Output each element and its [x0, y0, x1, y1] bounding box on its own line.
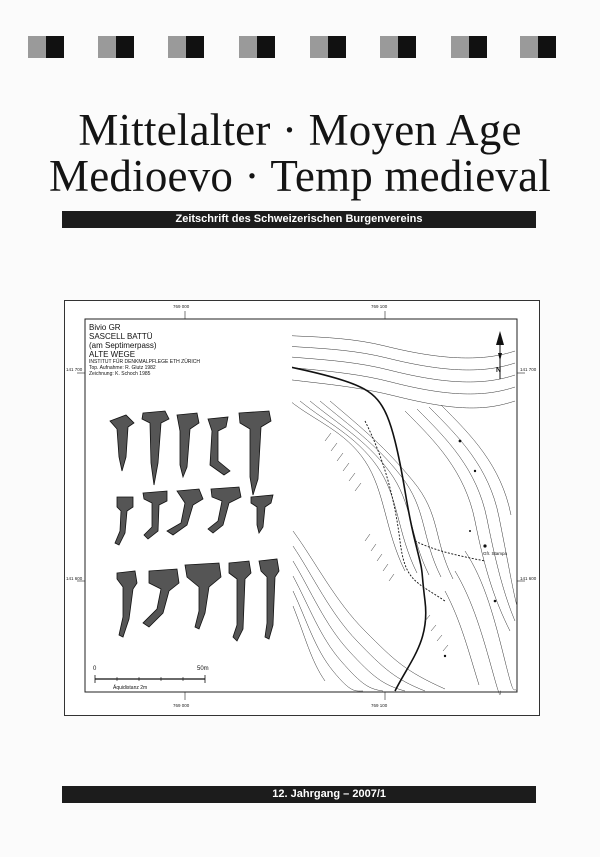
- coord-bottom-right: 769 100: [371, 703, 388, 708]
- coord-right-top: 141 700: [520, 367, 537, 372]
- journal-title-line1: Mittelalter · Moyen Age: [78, 105, 522, 155]
- north-label: N: [496, 367, 502, 374]
- color-registration-bar: [28, 36, 556, 58]
- cover-figure: [64, 300, 540, 716]
- map-place-label: Gfr. Stampa: [483, 551, 508, 556]
- coord-left-top: 141 700: [66, 367, 83, 372]
- scale-note: Äquidistanz 2m: [113, 685, 148, 691]
- map-title: ALTE WEGE: [89, 350, 136, 359]
- terrain-hatching: [325, 433, 448, 651]
- coord-top-right: 769 100: [371, 304, 388, 309]
- coord-right-bottom: 141 600: [520, 576, 537, 581]
- coord-bottom-left: 769 000: [173, 703, 190, 708]
- subtitle-band: Zeitschrift des Schweizerischen Burgenvereins: [62, 211, 536, 228]
- map-site-note: (am Septimerpass): [89, 341, 157, 350]
- scale-start: 0: [93, 666, 97, 672]
- coord-top-left: 769 000: [173, 304, 190, 309]
- issue-label: 12. Jahrgang – 2007/1: [272, 788, 386, 800]
- map-legend: [89, 323, 200, 377]
- map-survey: Top. Aufnahme: R. Glutz 1982: [89, 365, 156, 371]
- issue-band: [62, 786, 536, 803]
- map-institute: INSTITUT FÜR DENKMALPFLEGE ETH ZÜRICH: [89, 359, 201, 365]
- coord-left-bottom: 141 600: [66, 576, 83, 581]
- journal-title-line2: Medioevo · Temp medieval: [49, 151, 551, 201]
- map-drawing: Zeichnung: K. Schoch 1985: [89, 371, 151, 377]
- map-site: SASCELL BATTÜ: [89, 332, 153, 341]
- map-place: Bivio GR: [89, 323, 121, 332]
- scale-end: 50m: [197, 666, 209, 672]
